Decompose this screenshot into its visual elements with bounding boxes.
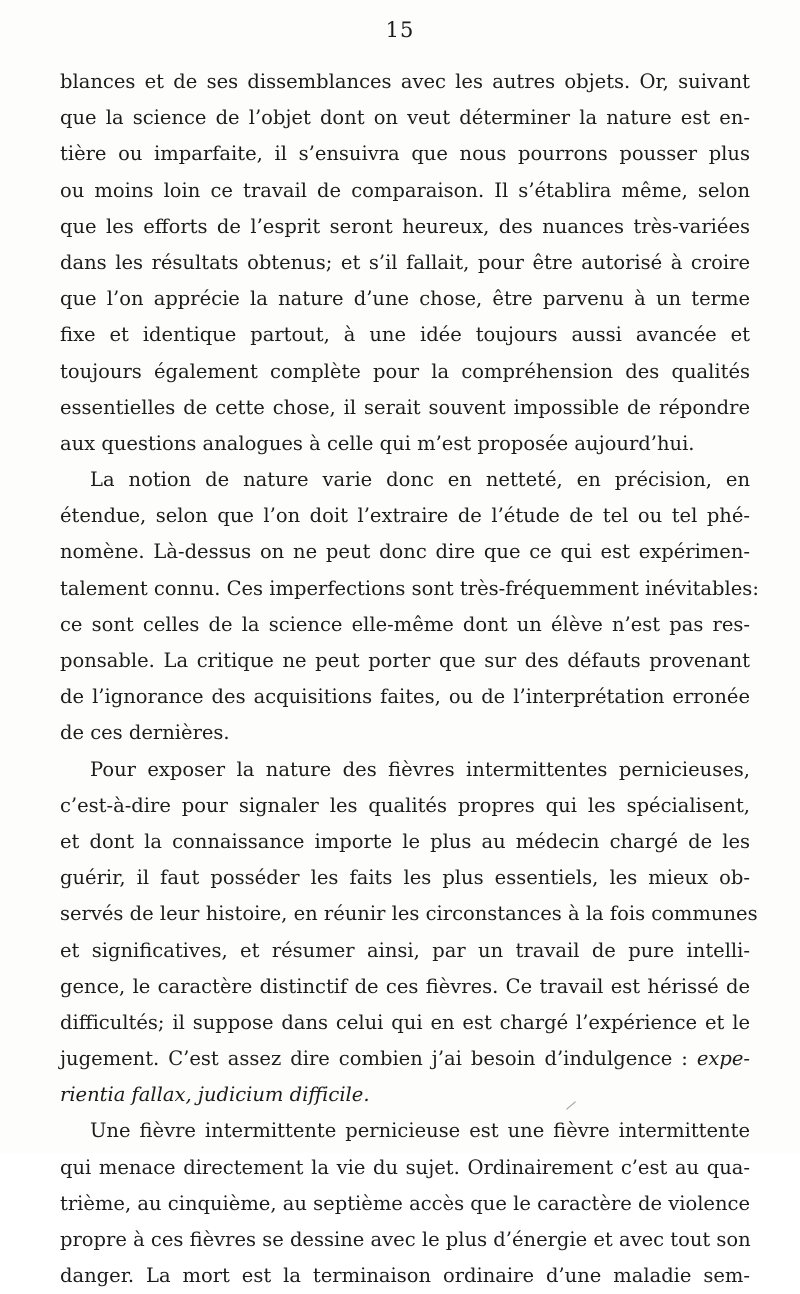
text-line: et dont la connaissance importe le plus au médecin chargé de les bbox=[60, 829, 750, 853]
text-line: et significatives, et résumer ainsi, par un travail de pure intelli- bbox=[60, 938, 750, 962]
text-line-with-italic bbox=[60, 1041, 750, 1077]
text-line: difficultés; il suppose dans celui qui en est chargé l’expérience et le bbox=[60, 1010, 750, 1034]
text-line: trième, au cinquième, au septième accès que le caractère de violence bbox=[60, 1191, 750, 1215]
text-line: La notion de nature varie donc en netteté, en précision, en bbox=[90, 468, 750, 492]
paragraph-2 bbox=[60, 462, 759, 752]
text-line: gence, le caractère distinctif de ces fièvres. Ce travail est hérissé de bbox=[60, 974, 750, 998]
paragraph-1 bbox=[60, 64, 750, 462]
text-line: guérir, il faut posséder les faits les plus essentiels, les mieux ob- bbox=[60, 866, 750, 890]
text-line: nomène. Là-dessus on ne peut donc dire que ce qui est expérimen- bbox=[60, 540, 750, 564]
paragraph-3 bbox=[60, 752, 758, 1114]
body-text bbox=[60, 64, 759, 1294]
text-line: Une fièvre intermittente pernicieuse est une fièvre intermittente bbox=[90, 1119, 750, 1143]
text-line: aux questions analogues à celle qui m’est proposée aujourd’hui. bbox=[60, 431, 695, 455]
text-line: fixe et identique partout, à une idée toujours aussi avancée et bbox=[60, 323, 750, 347]
text-line: blances et de ses dissemblances avec les autres objets. Or, suivant bbox=[60, 70, 750, 93]
text-line: ce sont celles de la science elle-même dont un élève n’est pas res- bbox=[60, 612, 750, 636]
text-line: que les efforts de l’esprit seront heureux, des nuances très-variées bbox=[60, 214, 750, 238]
text-line: de ces dernières. bbox=[60, 721, 230, 745]
text-line: étendue, selon que l’on doit l’extraire de l’étude de tel ou tel phé- bbox=[60, 504, 750, 528]
text-segment: jugement. C’est assez dire combien j’ai besoin d’indulgence : bbox=[60, 1047, 697, 1071]
paragraph-4 bbox=[60, 1113, 750, 1294]
text-line: tière ou imparfaite, il s’ensuivra que nous pourrons pousser plus bbox=[60, 142, 750, 166]
text-line: dans les résultats obtenus; et s’il fallait, pour être autorisé à croire bbox=[60, 250, 750, 274]
text-line: de l’ignorance des acquisitions faites, ou de l’interprétation erronée bbox=[60, 685, 750, 709]
text-line: qui menace directement la vie du sujet. Ordinairement c’est au qua- bbox=[60, 1155, 750, 1179]
text-line: ponsable. La critique ne peut porter que sur des défauts provenant bbox=[60, 649, 750, 672]
text-line: ou moins loin ce travail de comparaison. Il s’établira même, selon bbox=[60, 178, 750, 202]
page-number: 15 bbox=[385, 18, 415, 42]
text-line: c’est-à-dire pour signaler les qualités propres qui les spécialisent, bbox=[60, 793, 750, 817]
latin-quote-start: expe- bbox=[696, 1047, 750, 1071]
text-line: toujours également complète pour la compréhension des qualités bbox=[60, 359, 750, 383]
text-line: essentielles de cette chose, il serait souvent impossible de répondre bbox=[60, 395, 750, 419]
text-line: que la science de l’objet dont on veut déterminer la nature est en- bbox=[60, 106, 750, 130]
text-line: talement connu. Ces imperfections sont très-fréquemment inévitables: bbox=[60, 576, 759, 600]
text-line: que l’on apprécie la nature d’une chose, être parvenu à un terme bbox=[60, 287, 750, 311]
text-line: servés de leur histoire, en réunir les circonstances à la fois communes bbox=[60, 902, 758, 926]
text-line: propre à ces fièvres se dessine avec le plus d’énergie et avec tout son bbox=[60, 1228, 751, 1251]
latin-quote-end: rientia fallax, judicium difficile. bbox=[60, 1083, 370, 1107]
text-line: Pour exposer la nature des fièvres intermittentes pernicieuses, bbox=[90, 757, 750, 781]
text-line: danger. La mort est la terminaison ordinaire d’une maladie sem- bbox=[60, 1264, 750, 1288]
